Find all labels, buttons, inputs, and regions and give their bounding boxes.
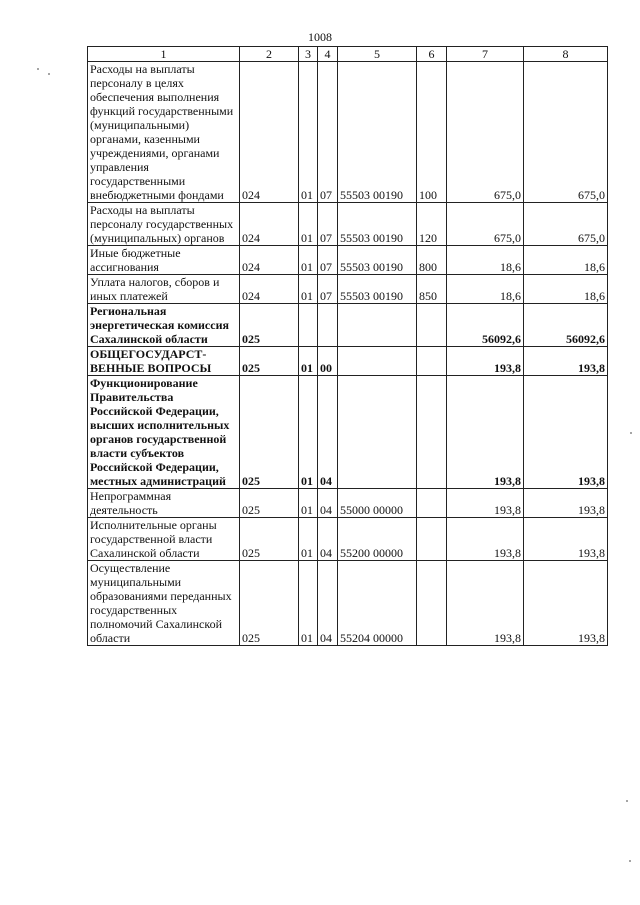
amount-col8: 675,0 [524, 203, 608, 246]
table-row [88, 203, 608, 246]
amount-col7: 18,6 [447, 246, 524, 275]
code-subsection: 07 [318, 246, 338, 275]
table-row [88, 376, 608, 489]
amount-col7: 193,8 [447, 561, 524, 646]
code-admin: 024 [240, 275, 299, 304]
code-section [299, 304, 318, 347]
amount-col8: 56092,6 [524, 304, 608, 347]
code-admin: 025 [240, 376, 299, 489]
amount-col7: 18,6 [447, 275, 524, 304]
amount-col8: 193,8 [524, 376, 608, 489]
amount-col7: 193,8 [447, 347, 524, 376]
code-subsection: 04 [318, 518, 338, 561]
row-name: Осуществление муниципальными образованиями переданных государственных полномочий Сахалинской области [88, 561, 240, 646]
row-name: Уплата налогов, сборов и иных платежей [88, 275, 240, 304]
table-row [88, 347, 608, 376]
code-target: 55503 00190 [338, 246, 417, 275]
table-row [88, 275, 608, 304]
header-cell: 8 [524, 47, 608, 62]
code-section: 01 [299, 347, 318, 376]
code-expense-type [417, 347, 447, 376]
code-subsection: 07 [318, 275, 338, 304]
code-section: 01 [299, 376, 318, 489]
row-name: Расходы на выплаты персоналу в целях обеспечения выполнения функций государственными (муниципальными) органами, казенными учреждениями, органами управления государственными внебюджетными фондами [88, 62, 240, 203]
amount-col8: 18,6 [524, 275, 608, 304]
code-subsection [318, 304, 338, 347]
code-subsection: 04 [318, 561, 338, 646]
amount-col7: 193,8 [447, 376, 524, 489]
header-cell: 1 [88, 47, 240, 62]
code-admin: 025 [240, 304, 299, 347]
row-name: ОБЩЕГОСУДАРСТ-ВЕННЫЕ ВОПРОСЫ [88, 347, 240, 376]
code-admin: 024 [240, 246, 299, 275]
header-cell: 4 [318, 47, 338, 62]
code-admin: 025 [240, 347, 299, 376]
code-admin: 025 [240, 489, 299, 518]
amount-col7: 193,8 [447, 489, 524, 518]
code-subsection: 04 [318, 489, 338, 518]
code-section: 01 [299, 489, 318, 518]
header-cell: 5 [338, 47, 417, 62]
table-row [88, 489, 608, 518]
budget-table [87, 46, 608, 646]
code-section: 01 [299, 518, 318, 561]
scan-speck [626, 800, 628, 802]
code-target: 55200 00000 [338, 518, 417, 561]
header-cell: 2 [240, 47, 299, 62]
code-admin: 025 [240, 518, 299, 561]
code-subsection: 04 [318, 376, 338, 489]
scan-speck [37, 68, 39, 70]
amount-col8: 675,0 [524, 62, 608, 203]
code-admin: 025 [240, 561, 299, 646]
code-target [338, 347, 417, 376]
table-row [88, 561, 608, 646]
row-name: Непрограммная деятельность [88, 489, 240, 518]
code-expense-type [417, 489, 447, 518]
row-name: Исполнительные органы государственной власти Сахалинской области [88, 518, 240, 561]
code-expense-type: 850 [417, 275, 447, 304]
code-admin: 024 [240, 62, 299, 203]
header-row [88, 47, 608, 62]
header-cell: 3 [299, 47, 318, 62]
code-target: 55204 00000 [338, 561, 417, 646]
amount-col8: 193,8 [524, 518, 608, 561]
table-row [88, 304, 608, 347]
code-subsection: 07 [318, 62, 338, 203]
code-target: 55503 00190 [338, 62, 417, 203]
code-expense-type: 100 [417, 62, 447, 203]
code-admin: 024 [240, 203, 299, 246]
row-name: Функционирование Правительства Российской Федерации, высших исполнительных органов государственной власти субъектов Российской Федерации, местных администраций [88, 376, 240, 489]
table-row [88, 518, 608, 561]
table-row [88, 62, 608, 203]
code-section: 01 [299, 246, 318, 275]
row-name: Иные бюджетные ассигнования [88, 246, 240, 275]
page-number: 1008 [308, 30, 332, 44]
code-expense-type [417, 561, 447, 646]
scan-speck [630, 432, 632, 434]
amount-col7: 675,0 [447, 203, 524, 246]
row-name: Расходы на выплаты персоналу государственных (муниципальных) органов [88, 203, 240, 246]
code-section: 01 [299, 203, 318, 246]
code-target [338, 304, 417, 347]
code-expense-type: 800 [417, 246, 447, 275]
amount-col7: 193,8 [447, 518, 524, 561]
amount-col8: 193,8 [524, 347, 608, 376]
code-subsection: 00 [318, 347, 338, 376]
scan-speck [48, 73, 50, 75]
code-section: 01 [299, 62, 318, 203]
code-target: 55503 00190 [338, 203, 417, 246]
amount-col7: 56092,6 [447, 304, 524, 347]
code-expense-type [417, 376, 447, 489]
code-subsection: 07 [318, 203, 338, 246]
code-target [338, 376, 417, 489]
code-expense-type [417, 518, 447, 561]
amount-col8: 193,8 [524, 489, 608, 518]
code-expense-type: 120 [417, 203, 447, 246]
amount-col7: 675,0 [447, 62, 524, 203]
code-section: 01 [299, 275, 318, 304]
code-section: 01 [299, 561, 318, 646]
amount-col8: 18,6 [524, 246, 608, 275]
header-cell: 6 [417, 47, 447, 62]
code-target: 55000 00000 [338, 489, 417, 518]
table-row [88, 246, 608, 275]
header-cell: 7 [447, 47, 524, 62]
row-name: Региональная энергетическая комиссия Сахалинской области [88, 304, 240, 347]
amount-col8: 193,8 [524, 561, 608, 646]
code-target: 55503 00190 [338, 275, 417, 304]
code-expense-type [417, 304, 447, 347]
scan-speck [629, 860, 631, 862]
